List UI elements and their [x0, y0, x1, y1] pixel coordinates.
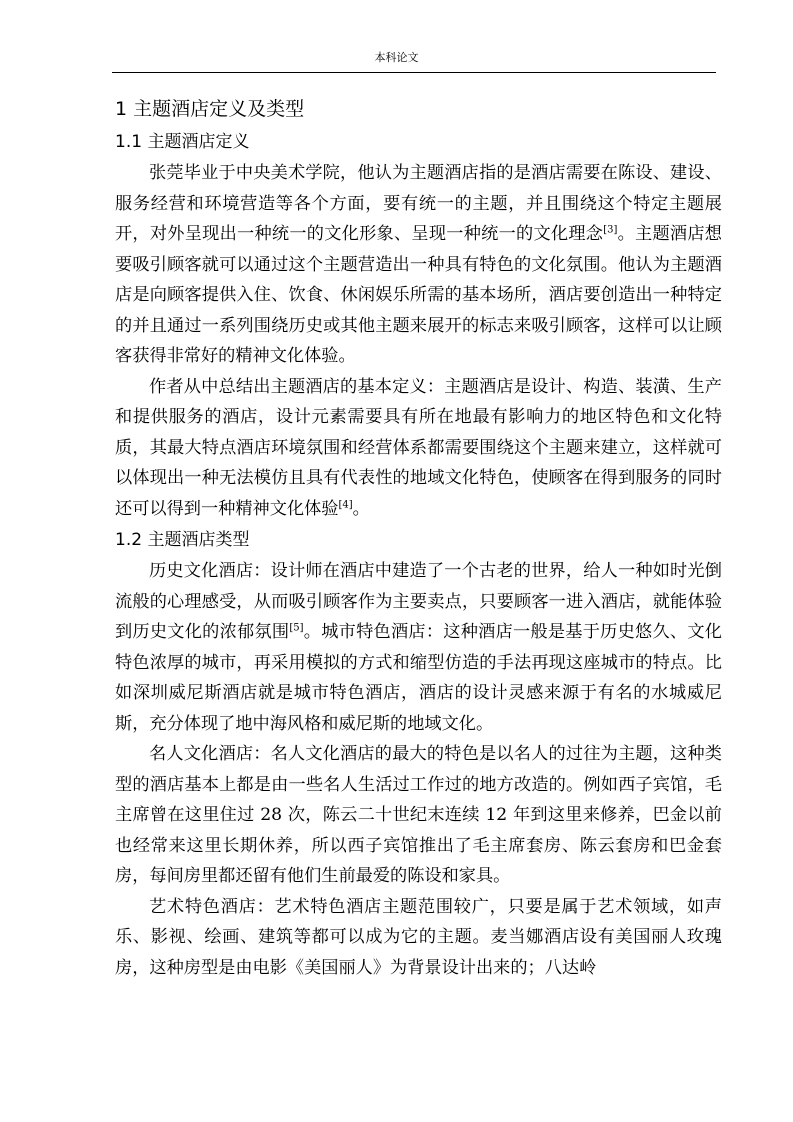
paragraph	[115, 556, 722, 739]
paragraph: 名人文化酒店：名人文化酒店的最大的特色是以名人的过往为主题，这种类型的酒店基本上都是由一些名人生活过工作过的地方改造的。例如西子宾馆，毛主席曾在这里住过 28 次，陈云二十世纪末连续 12 年到这里来修养，巴金以前也经常来这里长期休养，所以西子宾馆推出了毛主席套房、陈云套房和巴金套房，每间房里都还留有他们生前最爱的陈设和家具。	[115, 744, 722, 886]
paragraph-text: 作者从中总结出主题酒店的基本定义：主题酒店是设计、构造、装潢、生产和提供服务的酒店，设计元素需要具有所在地最有影响力的地区特色和文化特质，其最大特点酒店环境氛围和经营体系都需要围绕这个主题来建立，这样就可以体现出一种无法模仿且具有代表性的地域文化特色，使顾客在得到服务的同时还可以得到一种精神文化体验	[115, 376, 722, 519]
section-1-2-heading: 1.2 主题酒店类型	[115, 530, 250, 550]
paragraph-text: 。	[352, 498, 370, 519]
paragraph: 艺术特色酒店：艺术特色酒店主题范围较广，只要是属于艺术领域，如声乐、影视、绘画、建筑等都可以成为它的主题。麦当娜酒店设有美国丽人玫瑰房，这种房型是由电影《美国丽人》为背景设计出来的；八达岭	[115, 896, 722, 978]
citation-ref: [5]	[289, 622, 304, 634]
section-1-heading: 1 主题酒店定义及类型	[115, 98, 305, 120]
citation-ref: [4]	[338, 498, 353, 510]
paragraph	[115, 372, 722, 525]
paragraph-text: 历史文化酒店：设计师在酒店中建造了一个古老的世界，给人一种如时光倒流般的心理感受，从而吸引顾客作为主要卖点，只要顾客一进入酒店，就能体验到历史文化的浓郁氛围	[115, 561, 722, 642]
paragraph	[115, 158, 722, 372]
section-1-1-heading: 1.1 主题酒店定义	[115, 132, 250, 152]
paragraph-text: 张莞毕业于中央美术学院，他认为主题酒店指的是酒店需要在陈设、建设、服务经营和环境营造等各个方面，要有统一的主题，并且围绕这个特定主题展开，对外呈现出一种统一的文化形象、呈现一种统一的文化理念	[115, 163, 722, 244]
running-header: 本科论文	[374, 51, 419, 64]
paragraph-text: 。城市特色酒店：这种酒店一般是基于历史悠久、文化特色浓厚的城市，再采用模拟的方式和缩型仿造的手法再现这座城市的特点。比如深圳威尼斯酒店就是城市特色酒店，酒店的设计灵感来源于有名的水城威尼斯，充分体现了地中海风格和威尼斯的地域文化。	[115, 622, 722, 734]
paragraph-text: 。主题酒店想要吸引顾客就可以通过这个主题营造出一种具有特色的文化氛围。他认为主题酒店是向顾客提供入住、饮食、休闲娱乐所需的基本场所，酒店要创造出一种特定的并且通过一系列围绕历史或其他主题来展开的标志来吸引顾客，这样可以让顾客获得非常好的精神文化体验。	[115, 224, 722, 366]
header-divider	[112, 72, 716, 73]
body-content	[115, 92, 722, 983]
citation-ref: [3]	[603, 224, 618, 236]
